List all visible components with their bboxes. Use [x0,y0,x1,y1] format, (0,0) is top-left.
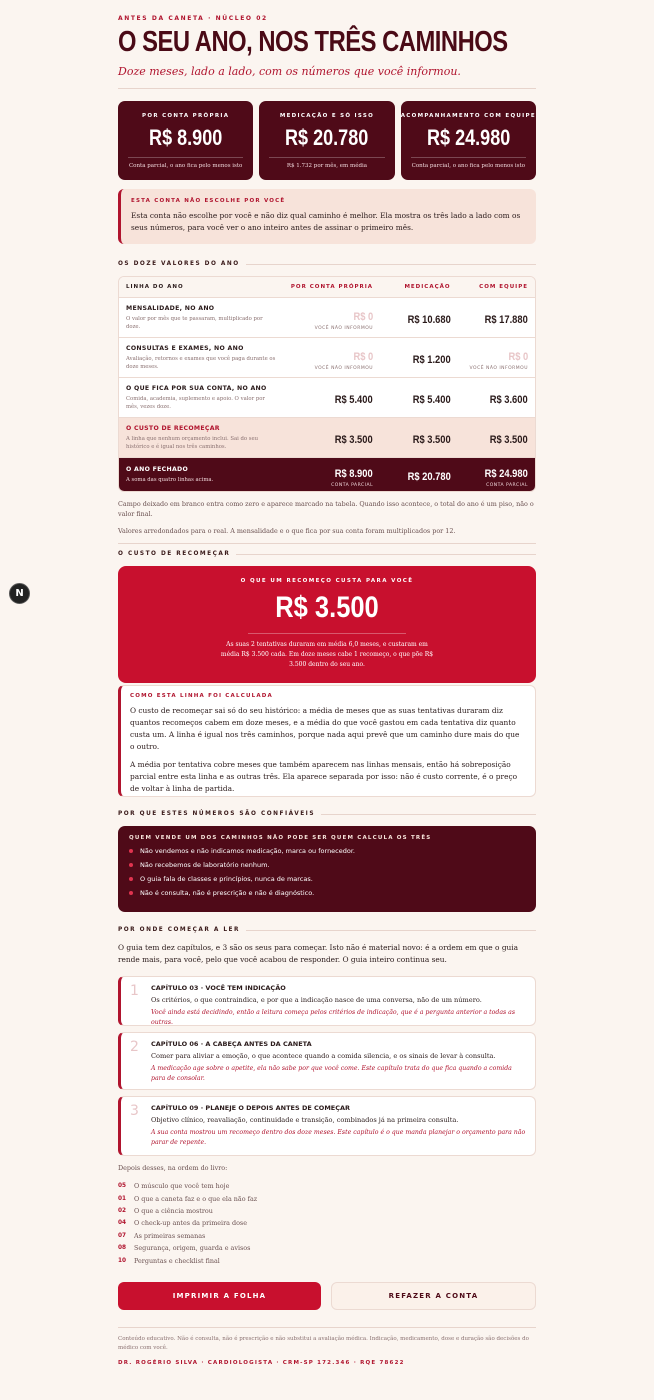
signature: DR. ROGÉRIO SILVA · CARDIOLOGISTA · CRM-SP 172.346 · RQE 78622 [118,1360,405,1366]
chapter-card[interactable] [118,976,536,1026]
list-item[interactable] [118,1230,536,1242]
print-button[interactable]: IMPRIMIR A FOLHA [118,1282,321,1310]
chapter-title: CAPÍTULO 09 · PLANEJE O DEPOIS ANTES DE COMEÇAR [151,1104,351,1112]
chapter-code: 04 [118,1220,127,1227]
summary-card-team [401,101,536,180]
chapter-desc: Objetivo clínico, reavaliação, continuidade e transição, combinados já na primeira consulta. [151,1116,459,1124]
chapter-reason: A medicação age sobre o apetite, ela não sabe por que você come. Este capítulo trata do que fica quando a comida para de consolar. [151,1065,512,1082]
annual-table [118,276,536,492]
row-title: CONSULTAS E EXAMES, NO ANO [126,344,244,352]
summary-card-medication [259,101,394,180]
cell-value: R$ 0 [508,350,529,363]
notice-title: ESTA CONTA NÃO ESCOLHE POR VOCÊ [131,198,286,204]
section-label-trust [118,811,536,817]
trust-item-text: Não recebemos de laboratório nenhum. [140,861,270,869]
restart-box-label: O QUE UM RECOMEÇO CUSTA PARA VOCÊ [240,578,414,584]
chapter-name: Segurança, origem, guarda e avisos [134,1244,251,1253]
page-subtitle: Doze meses, lado a lado, com os números que você informou. [118,65,461,78]
row-desc: A linha que nenhum orçamento inclui. Sai do seu histórico e é igual nos três caminhos. [126,435,259,450]
row-title: O ANO FECHADO [126,465,189,473]
summary-cards [118,101,536,180]
table-row [119,297,535,337]
card-label: MEDICAÇÃO E SÓ ISSO [279,113,375,119]
table-row [119,377,535,417]
cell-note: VOCÊ NÃO INFORMOU [314,325,374,331]
col-header: MEDICAÇÃO [404,284,451,290]
list-item [129,861,525,869]
cell-value: R$ 0 [353,310,374,323]
cell-note: VOCÊ NÃO INFORMOU [314,365,374,371]
reading-intro: O guia tem dez capítulos, e 3 são os seus para começar. Isto não é material novo: é a ordem em que o guia rende mais, para você, pelo que você acabou de responder. O guia inteiro continua seu. [118,943,519,964]
chapter-name: O músculo que você tem hoje [134,1182,230,1191]
trust-box [118,826,536,912]
cell-value: R$ 0 [353,350,374,363]
divider [118,543,536,544]
chapter-reason: A sua conta mostrou um recomeço dentro dos doze meses. Este capítulo é o que manda planejar o orçamento para não parar de repente. [151,1129,526,1146]
card-label: ACOMPANHAMENTO COM EQUIPE [400,113,536,119]
row-desc: A soma das quatro linhas acima. [126,476,214,483]
trust-title: QUEM VENDE UM DOS CAMINHOS NÃO PODE SER QUEM CALCULA OS TRÊS [129,835,432,841]
list-item[interactable] [118,1205,536,1217]
chapter-card[interactable] [118,1032,536,1090]
chapter-code: 01 [118,1195,127,1202]
floating-n-button[interactable] [9,583,30,604]
cell-note: CONTA PARCIAL [331,482,374,488]
row-title: O CUSTO DE RECOMEÇAR [126,424,220,432]
chapter-name: O check-up antes da primeira dose [134,1219,247,1228]
table-row-restart [119,417,535,457]
col-header: COM EQUIPE [479,284,529,290]
chapter-name: O que a ciência mostrou [134,1206,213,1215]
cell-value: R$ 24.980 [484,467,529,480]
chapter-code: 10 [118,1257,127,1264]
trust-item-text: O guia fala de classes e princípios, nunca de marcas. [140,875,313,883]
list-item[interactable] [118,1217,536,1229]
row-desc: O valor por mês que te passaram, multiplicado por doze. [126,315,263,330]
section-label-text: POR ONDE COMEÇAR A LER [118,927,240,933]
card-label: POR CONTA PRÓPRIA [142,113,230,119]
cell-note: VOCÊ NÃO INFORMOU [469,365,529,371]
cell-value: R$ 17.880 [484,314,529,326]
cell-value: R$ 1.200 [412,354,451,366]
cell-value: R$ 20.780 [407,471,451,483]
list-item[interactable] [118,1192,536,1204]
list-item [129,875,525,883]
section-label-text: O CUSTO DE RECOMEÇAR [118,551,231,557]
card-note: Conta parcial, o ano fica pelo menos isto [128,163,243,169]
chapter-title: CAPÍTULO 03 · VOCÊ TEM INDICAÇÃO [151,984,286,992]
chapter-name: O que a caneta faz e o que ela não faz [134,1194,258,1203]
card-note: Conta parcial, o ano fica pelo menos isto [411,163,526,169]
col-header: POR CONTA PRÓPRIA [290,284,374,290]
row-title: O QUE FICA POR SUA CONTA, NO ANO [126,384,267,392]
book-order-list [118,1164,536,1267]
chapter-number: 3 [130,1103,139,1119]
bullet-icon [129,849,133,853]
card-note: R$ 1.732 por mês, em média [286,163,368,169]
chapter-code: 02 [118,1207,127,1214]
list-item[interactable] [118,1242,536,1254]
restart-box-note: As suas 2 tentativas duraram em média 6,0 meses, e custaram em média R$ 3.500 cada. Em doze meses cabe 1 recomeço, o que põe R$ 3.500 dentro do seu ano. [220,641,434,668]
calc-explanation [118,685,536,797]
chapter-desc: Comer para aliviar a emoção, o que acontece quando a comida silencia, e os sinais de levar à consulta. [151,1052,496,1060]
trust-item-text: Não é consulta, não é prescrição e não é diagnóstico. [140,889,315,897]
redo-button[interactable]: REFAZER A CONTA [331,1282,536,1310]
chapter-number: 2 [130,1039,139,1055]
page-title: O SEU ANO, NOS TRÊS CAMINHOS [118,26,508,58]
cell-note: CONTA PARCIAL [486,482,529,488]
section-label-reading [118,927,536,933]
cell-value: R$ 5.400 [335,394,374,406]
cell-value: R$ 3.500 [490,434,529,446]
trust-item-text: Não vendemos e não indicamos medicação, marca ou fornecedor. [140,847,356,855]
bullet-icon [129,863,133,867]
table-header [119,277,535,297]
col-header: LINHA DO ANO [126,284,184,290]
kicker: ANTES DA CANETA · NÚCLEO 02 [118,15,268,22]
section-label-text: OS DOZE VALORES DO ANO [118,261,240,267]
calc-paragraph: A média por tentativa cobre meses que também aparecem nas linhas mensais, então há sobreposição parcial entre esta linha e as outras três. Ela aparece separada por isso: não é custo corrente, é o preço de voltar à linha de partida. [130,760,518,793]
chapter-code: 08 [118,1245,127,1252]
chapter-name: As primeiras semanas [134,1231,206,1240]
cell-value: R$ 8.900 [335,467,374,480]
section-label-table [118,261,536,267]
action-buttons [118,1282,536,1310]
chapter-reason: Você ainda está decidindo, então a leitura começa pelos critérios de indicação, que é a pergunta anterior a todas as outras. [151,1009,516,1026]
chapter-code: 07 [118,1232,127,1239]
chapter-name: Perguntas e checklist final [134,1256,220,1265]
summary-card-own [118,101,253,180]
calc-title: COMO ESTA LINHA FOI CALCULADA [130,693,273,699]
list-item [129,847,525,855]
list-item [129,889,525,897]
section-label-restart [118,551,536,557]
list-item[interactable] [118,1254,536,1266]
chapter-card[interactable] [118,1096,536,1156]
cell-value: R$ 10.680 [407,314,451,326]
bullet-icon [129,877,133,881]
row-desc: Comida, academia, suplemento e apoio. O valor por mês, vezes doze. [126,395,265,410]
floating-button-label: N [15,588,24,599]
cell-value: R$ 3.500 [335,434,374,446]
bullet-icon [129,891,133,895]
section-label-text: POR QUE ESTES NÚMEROS SÃO CONFIÁVEIS [118,811,316,817]
chapter-number: 1 [130,983,139,999]
table-footnote: Valores arredondados para o real. A mensalidade e o que fica por sua conta foram multiplicados por 12. [118,527,456,535]
cell-value: R$ 3.600 [490,394,529,406]
table-row [119,337,535,377]
chapter-code: 05 [118,1183,127,1190]
table-row-total [119,457,535,491]
divider [118,1327,536,1328]
notice-body: Esta conta não escolhe por você e não diz qual caminho é melhor. Ela mostra os três lado a lado com os seus números, para você ver o ano inteiro antes de assinar o primeiro mês. [131,211,521,232]
cell-value: R$ 3.500 [412,434,451,446]
chapter-title: CAPÍTULO 06 · A CABEÇA ANTES DA CANETA [151,1040,312,1048]
row-title: MENSALIDADE, NO ANO [126,304,215,312]
cell-value: R$ 5.400 [412,394,451,406]
card-value: R$ 8.900 [149,125,223,150]
order-label: Depois desses, na ordem do livro: [118,1164,228,1172]
row-desc: Avaliação, retornos e exames que você paga durante os doze meses. [126,355,276,370]
table-footnote: Campo deixado em branco entra como zero e aparece marcado na tabela. Quando isso acontece, o total do ano é um piso, não o valor final. [118,500,534,518]
restart-box-value: R$ 3.500 [275,591,379,624]
disclaimer: Conteúdo educativo. Não é consulta, não é prescrição e não substitui a avaliação médica. Indicação, medicamento, dose e duração são decisões do médico com você. [118,1336,529,1351]
restart-cost-box [118,566,536,683]
card-value: R$ 24.980 [426,125,510,150]
card-value: R$ 20.780 [285,125,369,150]
notice-box [118,189,536,244]
calc-paragraph: O custo de recomeçar sai só do seu histórico: a média de meses que as suas tentativas duraram diz quantos recomeços cabem em doze meses, e a média do que você gastou em cada tentativa diz quanto custa um. A linha é igual nos três caminhos, porque nada aqui prevê que um caminho dure mais do que o outro. [130,706,520,751]
chapter-desc: Os critérios, o que contraindica, e por que a indicação nasce de uma conversa, não de um número. [151,996,482,1004]
divider [118,88,536,89]
list-item[interactable] [118,1180,536,1192]
